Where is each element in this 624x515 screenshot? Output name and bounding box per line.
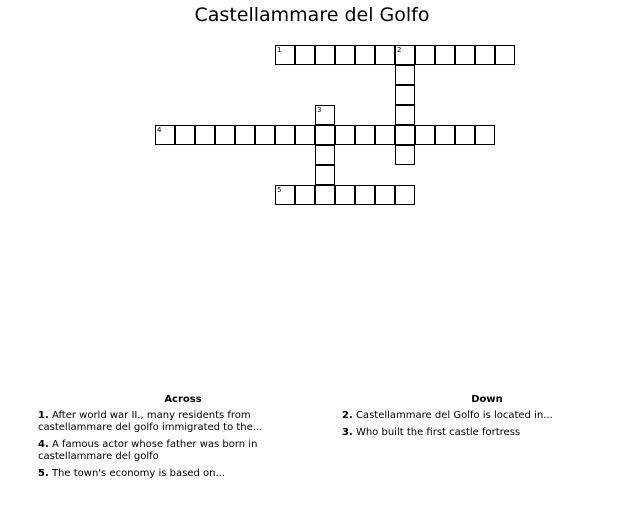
grid-cell[interactable] (395, 45, 415, 65)
cell-number: 3 (317, 106, 322, 114)
clue-across-1 (38, 410, 328, 434)
grid-cell[interactable] (375, 185, 395, 205)
cell-number: 4 (157, 126, 162, 134)
grid-cell[interactable] (435, 45, 455, 65)
grid-cell[interactable] (295, 45, 315, 65)
grid-cell[interactable] (455, 125, 475, 145)
grid-cell[interactable] (335, 185, 355, 205)
grid-cell[interactable] (375, 125, 395, 145)
clue-number: 2. (342, 410, 353, 421)
clue-text: The town's economy is based on... (51, 468, 226, 479)
grid-cell[interactable] (395, 85, 415, 105)
grid-cell[interactable] (395, 125, 415, 145)
down-clues (342, 394, 624, 444)
across-heading: Across (164, 394, 202, 405)
clue-number: 1. (38, 410, 49, 421)
grid-cell[interactable] (215, 125, 235, 145)
clue-text: Who built the first castle fortress (355, 427, 521, 438)
grid-cell[interactable] (295, 125, 315, 145)
grid-cell[interactable] (495, 45, 515, 65)
grid-cell[interactable] (355, 185, 375, 205)
grid-cell[interactable] (415, 125, 435, 145)
grid-cell[interactable] (175, 125, 195, 145)
clue-number: 4. (38, 439, 49, 450)
grid-cell[interactable] (355, 125, 375, 145)
grid-cell[interactable] (395, 105, 415, 125)
grid-cell[interactable] (395, 145, 415, 165)
clue-number: 3. (342, 427, 353, 438)
grid-cell[interactable] (395, 185, 415, 205)
grid-cell[interactable] (315, 45, 335, 65)
grid-cell[interactable] (375, 45, 395, 65)
grid-cell[interactable] (315, 165, 335, 185)
grid-cell[interactable] (275, 125, 295, 145)
grid-cell[interactable] (315, 185, 335, 205)
grid-cell[interactable] (355, 45, 375, 65)
puzzle-title: Castellammare del Golfo (194, 4, 430, 26)
grid-cell[interactable] (255, 125, 275, 145)
grid-cell[interactable] (155, 125, 175, 145)
clue-text: Castellammare del Golfo is located in... (355, 410, 553, 421)
clue-number: 5. (38, 468, 49, 479)
grid-cell[interactable] (415, 45, 435, 65)
across-clues (38, 394, 328, 485)
cell-number: 2 (397, 46, 402, 54)
cell-number: 1 (277, 46, 282, 54)
grid-cell[interactable] (335, 45, 355, 65)
clue-text: After world war II., many residents from castellammare del golfo immigrated to the... (38, 410, 263, 433)
grid-cell[interactable] (195, 125, 215, 145)
grid-cell[interactable] (275, 45, 295, 65)
down-heading: Down (471, 394, 503, 405)
grid-cell[interactable] (395, 65, 415, 85)
grid-cell[interactable] (435, 125, 455, 145)
grid-cell[interactable] (315, 145, 335, 165)
grid-cell[interactable] (275, 185, 295, 205)
grid-cell[interactable] (235, 125, 255, 145)
grid-cell[interactable] (455, 45, 475, 65)
grid-cell[interactable] (295, 185, 315, 205)
clue-across-5 (38, 468, 328, 480)
clue-across-4 (38, 439, 328, 463)
grid-cell[interactable] (475, 125, 495, 145)
clue-down-3 (342, 427, 624, 439)
grid-cell[interactable] (335, 125, 355, 145)
grid-cell[interactable] (315, 125, 335, 145)
clue-text: A famous actor whose father was born in castellammare del golfo (38, 439, 258, 462)
clue-down-2 (342, 410, 624, 422)
cell-number: 5 (277, 186, 282, 194)
grid-cell[interactable] (315, 105, 335, 125)
grid-cell[interactable] (475, 45, 495, 65)
